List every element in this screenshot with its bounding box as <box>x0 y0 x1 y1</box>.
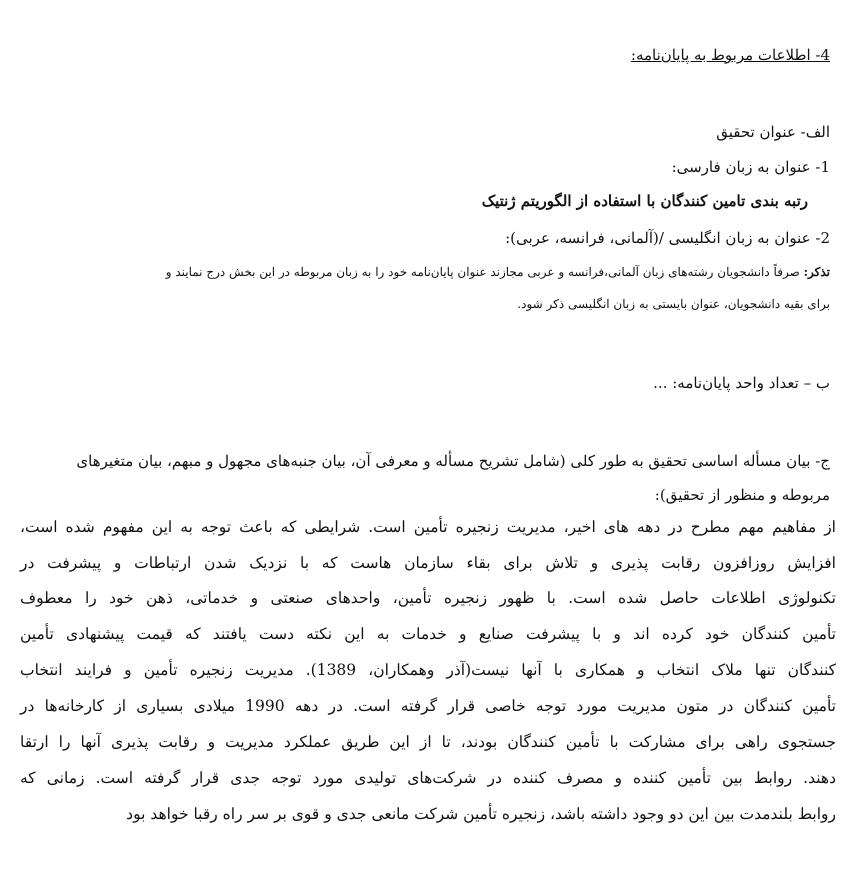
persian-title: رتبه بندی تامین کنندگان با استفاده از الگوریتم ژنتیک <box>481 192 808 210</box>
part-c-heading-2: مربوطه و منظور از تحقیق): <box>654 486 830 504</box>
body-line-1: از مفاهیم مهم مطرح در دهه های اخیر، مدیریت زنجیره تأمین است. شرایطی که باعث توجه به این مفهوم شده است، <box>20 518 836 536</box>
section-heading: 4- اطلاعات مربوط به پایان‌نامه: <box>630 46 830 64</box>
note-line-2: برای بقیه دانشجویان، عنوان بایستی به زبان انگلیسی ذکر شود. <box>517 297 830 311</box>
body-line-4: تأمین کنندگان خود کرده اند و با پیشرفت صنایع و خدمات به این نکته دست یافتند که قیمت پیشنهادی تأمین <box>20 625 836 643</box>
body-line-2: افزایش روزافزون رقابت پذیری و تلاش برای بقاء سازمان هاست که با نزدیک شدن ارتباطات و پیشرفت در <box>20 554 836 572</box>
persian-title-label: 1- عنوان به زبان فارسی: <box>671 158 830 176</box>
note-line-1 <box>20 263 830 281</box>
part-a-title: الف- عنوان تحقیق <box>716 123 830 141</box>
body-line-8: دهند. روابط بین تأمین کننده و مصرف کننده در شرکت‌های تولیدی مورد توجه جدی قرار گرفته است. زمانی که <box>20 769 836 787</box>
body-line-3: تکنولوژی اطلاعات حاصل شده است. با ظهور زنجیره تأمین، واحدهای صنعتی و خدماتی، ذهن خود را معطوف <box>20 589 836 607</box>
body-line-9: روابط بلندمدت بین این دو وجود داشته باشد، زنجیره تأمین شرکت مانعی جدی و قوی بر سر راه رقبا خواهد بود <box>126 805 836 823</box>
body-line-5: کنندگان تنها ملاک انتخاب و همکاری با آنها نیست(آذر وهمکاران، 1389). مدیریت زنجیره تأمین و فرایند انتخاب <box>20 661 836 679</box>
body-line-7: جستجوی راهی برای مشارکت با تأمین کنندگان بودند، تا از این طریق عملکرد مدیریت و رقابت پذیری آنها را ارتقا <box>20 733 836 751</box>
body-line-6: تأمین کنندگان در متون مدیریت مورد توجه خاصی قرار گرفته است. در دهه 1990 میلادی بسیاری از کارخانه‌ها در <box>20 697 836 715</box>
english-title-label: 2- عنوان به زبان انگلیسی /(آلمانی، فرانسه، عربی): <box>505 229 830 247</box>
part-c-heading-1: ج- بیان مسأله اساسی تحقیق به طور کلی (شامل تشریح مسأله و معرفی آن، بیان جنبه‌های مجهول و مبهم، بیان متغیرهای <box>76 452 830 470</box>
note-text-1: صرفاً دانشجویان رشته‌های زبان آلمانی،فرانسه و عربی مجازند عنوان پایان‌نامه خود را به زبان مربوطه در این بخش درج نمایند و <box>165 265 800 279</box>
note-label: تذکر: <box>803 265 830 279</box>
part-b-units: ب – تعداد واحد پایان‌نامه: ... <box>653 374 830 392</box>
